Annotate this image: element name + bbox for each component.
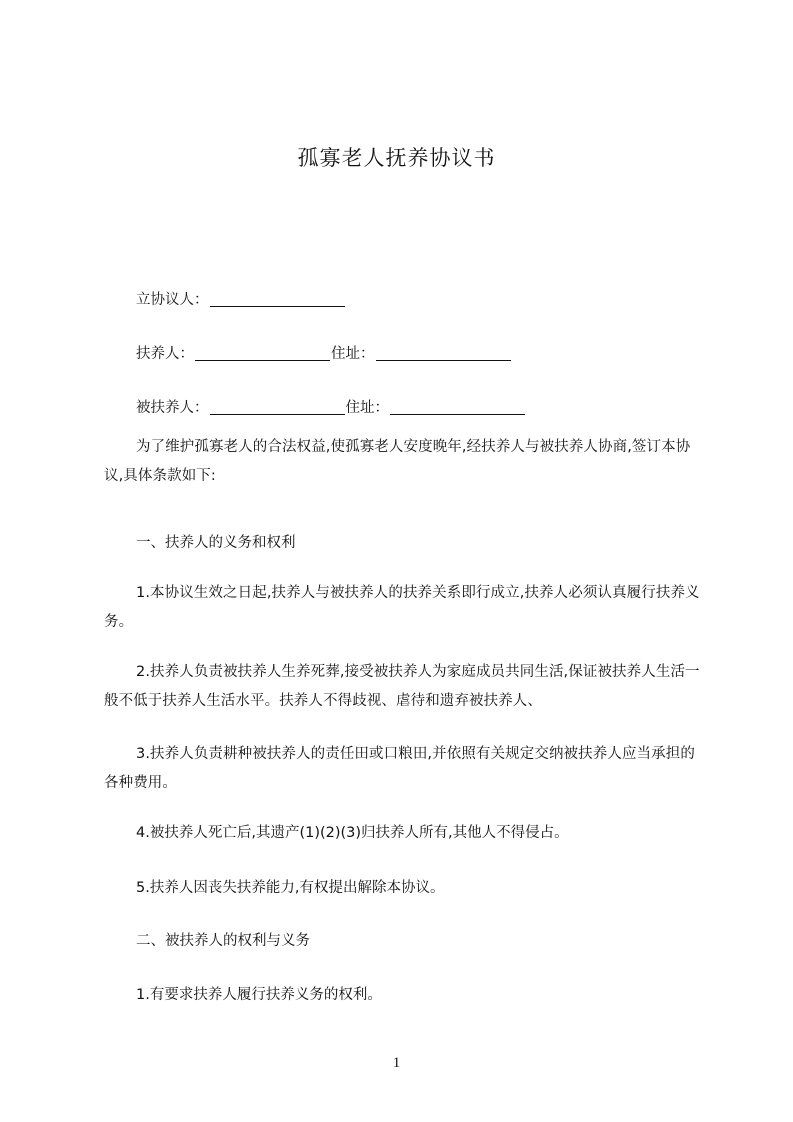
section-1-heading: 一、扶养人的义务和权利	[136, 535, 296, 551]
section-1-item-1: 1.本协议生效之日起,扶养人与被扶养人的扶养关系即行成立,扶养人必须认真履行扶养义务。	[104, 585, 700, 630]
supporter-name-blank[interactable]	[195, 344, 330, 361]
agreement-party-label: 立协议人：	[136, 292, 209, 308]
section-1-item-3: 3.扶养人负责耕种被扶养人的责任田或口粮田,并依照有关规定交纳被扶养人应当承担的各种费用。	[104, 746, 695, 791]
supported-person-name-blank[interactable]	[210, 398, 345, 415]
supported-person-line	[104, 394, 746, 423]
supported-person-address-label: 住址：	[345, 400, 389, 416]
supported-person-label: 被扶养人：	[136, 400, 209, 416]
agreement-party-line	[104, 286, 746, 315]
supporter-address-label: 住址：	[331, 346, 375, 362]
section-1-item-2: 2.扶养人负责被扶养人生养死葬,接受被扶养人为家庭成员共同生活,保证被扶养人生活一般不低于扶养人生活水平。扶养人不得歧视、虐待和遗弃被扶养人、	[104, 664, 700, 709]
page-number: 1	[392, 1055, 401, 1071]
section-2-heading: 二、被扶养人的权利与义务	[136, 933, 310, 949]
supported-person-address-blank[interactable]	[390, 398, 525, 415]
section-1-item-5: 5.扶养人因丧失扶养能力,有权提出解除本协议。	[136, 880, 445, 896]
section-1-item-4: 4.被扶养人死亡后,其遗产(1)(2)(3)归扶养人所有,其他人不得侵占。	[136, 825, 569, 841]
supporter-label: 扶养人：	[136, 346, 194, 362]
agreement-party-blank[interactable]	[210, 290, 345, 307]
supporter-address-blank[interactable]	[376, 344, 511, 361]
supporter-line	[104, 340, 746, 369]
intro-paragraph: 为了维护孤寡老人的合法权益,使孤寡老人安度晚年,经扶养人与被扶养人协商,签订本协议,具体条款如下:	[104, 439, 691, 484]
section-2-item-1: 1.有要求扶养人履行扶养义务的权利。	[136, 987, 382, 1003]
document-title: 孤寡老人抚养协议书	[297, 146, 496, 170]
